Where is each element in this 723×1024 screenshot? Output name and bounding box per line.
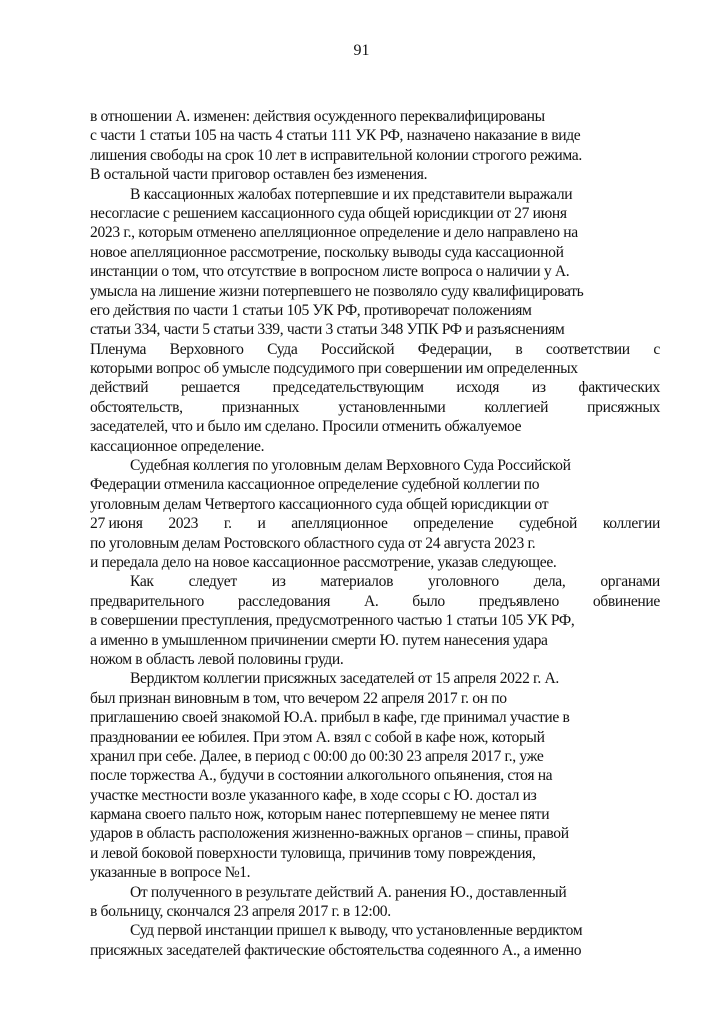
word: Суда	[267, 340, 298, 358]
word: уголовного	[428, 573, 499, 591]
word: апелляционное	[291, 515, 388, 533]
word: определение	[413, 515, 494, 533]
text-line: был признан виновным в том, что вечером 22 апреля 2017 г. он по	[90, 689, 507, 707]
word: из	[531, 379, 546, 397]
text-line: а именно в умышленном причинении смерти Ю. путем нанесения удара	[90, 631, 548, 649]
word: расследования	[237, 592, 331, 610]
word: 2023	[168, 515, 199, 533]
word: присяжных	[587, 398, 660, 416]
word: органами	[600, 573, 660, 591]
justified-line	[90, 572, 660, 591]
text-line: в больницу, скончался 23 апреля 2017 г. в 12:00.	[90, 903, 391, 921]
text-line: после торжества А., будучи в состоянии алкогольного опьянения, стоя на	[90, 767, 553, 785]
word: 27 июня	[90, 515, 143, 533]
paragraph-first-line: Суд первой инстанции пришел к выводу, что установленные вердиктом	[130, 922, 583, 940]
text-line: умысла на лишение жизни потерпевшего не позволяло суду квалифицировать	[90, 282, 584, 300]
word: Российской	[320, 340, 395, 358]
text-line: и передала дело на новое кассационное рассмотрение, указав следующее.	[90, 553, 557, 571]
text-line: с части 1 статьи 105 на часть 4 статьи 111 УК РФ, назначено наказание в виде	[90, 127, 581, 145]
word: с	[653, 340, 660, 358]
text-line: по уголовным делам Ростовского областного суда от 24 августа 2023 г.	[90, 534, 536, 552]
text-line: ударов в область расположения жизненно-важных органов – спины, правой	[90, 825, 569, 843]
word: Пленума	[90, 340, 147, 358]
word: судебной	[519, 515, 578, 533]
text-line: уголовным делам Четвертого кассационного суда общей юрисдикции от	[90, 495, 549, 513]
word: обстоятельств,	[90, 398, 183, 416]
word: председательствующим	[272, 379, 424, 397]
word: действий	[90, 379, 149, 397]
text-line: лишения свободы на срок 10 лет в исправительной колонии строгого режима.	[90, 146, 582, 164]
text-line: несогласие с решением кассационного суда общей юрисдикции от 27 июня	[90, 204, 567, 222]
justified-line	[90, 378, 660, 397]
justified-line	[90, 514, 660, 533]
text-line: Федерации отменила кассационное определение судебной коллегии по	[90, 476, 540, 494]
word: дела,	[533, 573, 566, 591]
justified-line	[90, 340, 660, 359]
text-line: новое апелляционное рассмотрение, поскольку выводы суда кассационной	[90, 243, 564, 261]
word: признанных	[221, 398, 300, 416]
word: было	[412, 592, 445, 610]
word: коллегии	[602, 515, 660, 533]
text-line: заседателей, что и было им сделано. Просили отменить обжалуемое	[90, 418, 522, 436]
word: предъявлено	[478, 592, 559, 610]
word: Федерации,	[417, 340, 492, 358]
paragraph-first-line: От полученного в результате действий А. ранения Ю., доставленный	[130, 883, 567, 901]
text-line: присяжных заседателей фактические обстоятельства содеянного А., а именно	[90, 941, 582, 959]
text-line: которыми вопрос об умысле подсудимого при совершении им определенных	[90, 360, 578, 378]
text-line: хранил при себе. Далее, в период с 00:00 до 00:30 23 апреля 2017 г., уже	[90, 747, 544, 765]
word: и	[257, 515, 266, 533]
word: установленными	[338, 398, 446, 416]
text-line: и левой боковой поверхности туловища, причинив тому повреждения,	[90, 844, 536, 862]
word: коллегией	[484, 398, 549, 416]
text-line: В остальной части приговор оставлен без изменения.	[90, 166, 428, 184]
justified-line	[90, 398, 660, 417]
text-line: кармана своего пальто нож, которым нанес потерпевшему не менее пяти	[90, 806, 550, 824]
text-line: ножом в область левой половины груди.	[90, 650, 344, 668]
text-line: его действия по части 1 статьи 105 УК РФ, противоречат положениям	[90, 301, 532, 319]
word: предварительного	[90, 592, 204, 610]
text-line: указанные в вопросе №1.	[90, 864, 251, 882]
body-text	[90, 107, 660, 960]
text-line: 2023 г., которым отменено апелляционное определение и дело направлено на	[90, 224, 578, 242]
text-line: участке местности возле указанного кафе, в ходе ссоры с Ю. достал из	[90, 786, 537, 804]
text-line: приглашению своей знакомой Ю.А. прибыл в кафе, где принимал участие в	[90, 709, 570, 727]
word: фактических	[578, 379, 660, 397]
page-number: 91	[353, 42, 370, 59]
word: г.	[223, 515, 232, 533]
paragraph-first-line: В кассационных жалобах потерпевшие и их представители выражали	[130, 185, 573, 203]
word: Как	[130, 573, 154, 591]
word: А.	[363, 592, 379, 610]
text-line: в совершении преступления, предусмотренного частью 1 статьи 105 УК РФ,	[90, 612, 575, 630]
paragraph-first-line: Вердиктом коллегии присяжных заседателей от 15 апреля 2022 г. А.	[130, 670, 559, 688]
word: следует	[188, 573, 237, 591]
text-line: кассационное определение.	[90, 437, 265, 455]
paragraph-first-line: Судебная коллегия по уголовным делам Верховного Суда Российской	[130, 457, 571, 475]
text-line: праздновании ее юбилея. При этом А. взял с собой в кафе нож, который	[90, 728, 545, 746]
word: исходя	[456, 379, 500, 397]
word: из	[271, 573, 286, 591]
text-line: статьи 334, части 5 статьи 339, части 3 статьи 348 УПК РФ и разъяснениям	[90, 321, 565, 339]
text-line: в отношении А. изменен: действия осужденного переквалифицированы	[90, 108, 545, 125]
text-line: инстанции о том, что отсутствие в вопросном листе вопроса о наличии у А.	[90, 263, 570, 281]
word: соответствии	[545, 340, 630, 358]
word: обвинение	[592, 592, 660, 610]
word: материалов	[320, 573, 394, 591]
word: решается	[181, 379, 240, 397]
word: в	[515, 340, 523, 358]
justified-line	[90, 592, 660, 611]
word: Верховного	[169, 340, 244, 358]
